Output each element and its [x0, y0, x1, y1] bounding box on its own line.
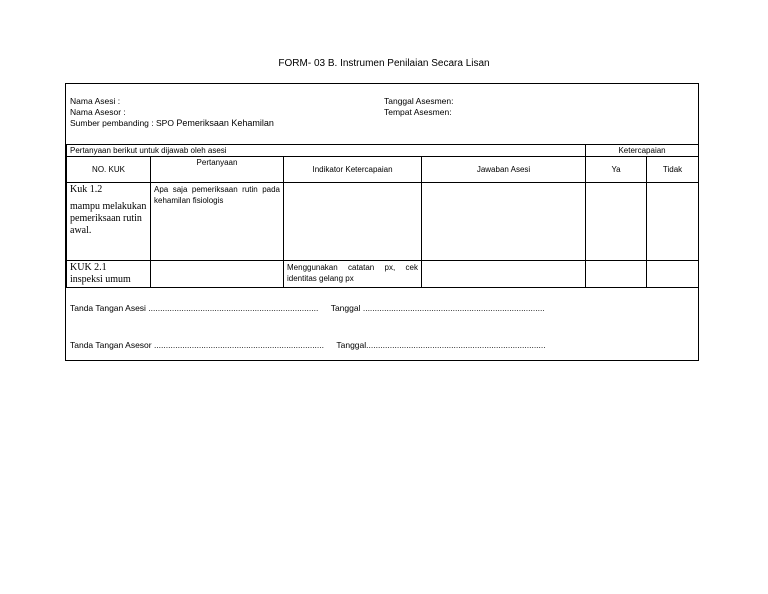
signature-asesi-line	[70, 303, 545, 313]
col-no-kuk: NO. KUK	[67, 157, 151, 183]
kuk-code: Kuk 1.2	[70, 184, 103, 195]
signature-asesi-date: Tanggal .............................................................................	[330, 303, 545, 313]
nama-asesor-label: Nama Asesor :	[70, 107, 126, 117]
signature-asesi: Tanda Tangan Asesi ........................................................................	[70, 303, 319, 313]
col-tidak: Tidak	[647, 157, 699, 183]
kuk-code: KUK 2.1	[70, 262, 107, 273]
pertanyaan-cell: Apa saja pemeriksaan rutin pada kehamilan fisiologis	[151, 183, 284, 261]
col-ya: Ya	[586, 157, 647, 183]
tempat-asesmen-label: Tempat Asesmen:	[384, 107, 452, 117]
kuk-description: inspeksi umum	[70, 274, 131, 285]
assessment-table	[66, 144, 699, 288]
tanggal-asesmen-label: Tanggal Asesmen:	[384, 96, 454, 106]
col-jawaban: Jawaban Asesi	[422, 157, 586, 183]
nama-asesi-label: Nama Asesi :	[70, 96, 121, 106]
ya-cell	[586, 261, 647, 288]
indikator-cell	[284, 183, 422, 261]
table-row	[67, 261, 699, 288]
header-left	[70, 96, 274, 129]
col-indikator: Indikator Ketercapaian	[284, 157, 422, 183]
sumber-value: Pemeriksaan Kehamilan	[176, 118, 274, 128]
tidak-cell	[647, 183, 699, 261]
header-right	[384, 96, 453, 118]
intro-text: Pertanyaan berikut untuk dijawab oleh asesi	[67, 145, 586, 157]
kuk-description: mampu melakukan pemeriksaan rutin awal.	[70, 201, 147, 236]
intro-row	[67, 145, 699, 157]
indikator-cell: Menggunakan catatan px, cek identitas gelang px	[284, 261, 422, 288]
form-title: FORM- 03 B. Instrumen Penilaian Secara Lisan	[278, 58, 490, 69]
signature-asesor-date: Tanggal............................................................................	[336, 340, 546, 350]
sumber-pembanding	[70, 118, 274, 129]
tidak-cell	[647, 261, 699, 288]
kuk-cell	[67, 183, 151, 261]
jawaban-cell	[422, 183, 586, 261]
signature-asesor: Tanda Tangan Asesor ........................................................................	[70, 340, 324, 350]
kuk-cell	[67, 261, 151, 288]
table-row	[67, 183, 699, 261]
col-pertanyaan: Pertanyaan	[151, 157, 284, 183]
form-frame	[65, 83, 699, 361]
ya-cell	[586, 183, 647, 261]
ketercapaian-header: Ketercapaian	[586, 145, 699, 157]
signature-asesor-line	[70, 340, 546, 350]
pertanyaan-cell	[151, 261, 284, 288]
jawaban-cell	[422, 261, 586, 288]
header-row	[67, 157, 699, 183]
sumber-label: Sumber pembanding : SPO	[70, 118, 174, 128]
